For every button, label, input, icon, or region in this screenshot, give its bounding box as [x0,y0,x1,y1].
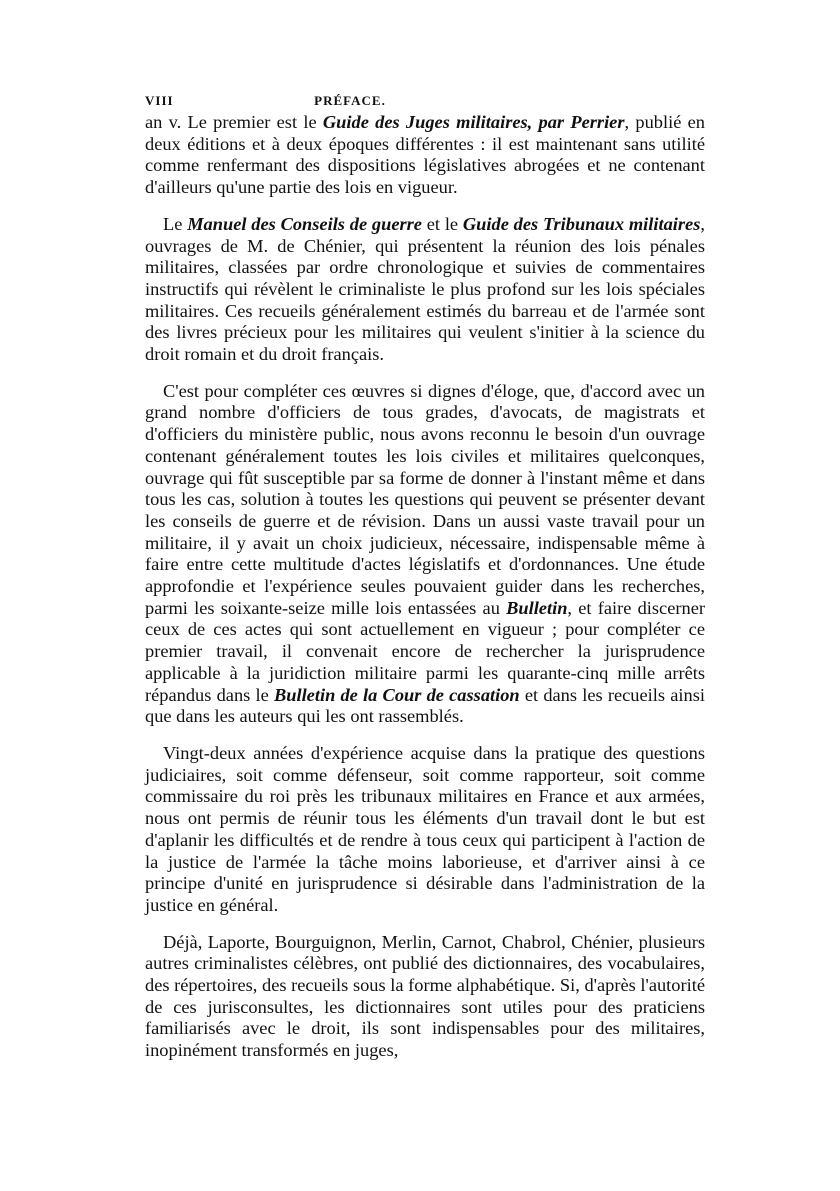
text-run: , ouvrages de M. de Chénier, qui présentent la réunion des lois pénales militaires, classées par ordre chronologique et suivies de commentaires instructifs qui révèlent le criminaliste le plus profond sur les lois spéciales militaires. Ces recueils généralement estimés du barreau et de l'armée sont des livres précieux pour les militaires qui veulent s'initier à la science du droit romain et du droit français. [145,213,705,365]
paragraph [145,112,705,199]
text-run: , publié en deux éditions et à deux époques différentes : il est maintenant sans utilité comme renfermant des dispositions législatives abrogées et ne contenant d'ailleurs qu'une partie des lois en vigueur. [145,112,705,198]
text-run: Déjà, Laporte, Bourguignon, Merlin, Carnot, Chabrol, Chénier, plusieurs autres criminalistes célèbres, ont publié des dictionnaires, des vocabulaires, des répertoires, des recueils sous la forme alphabétique. Si, d'après l'autorité de ces jurisconsultes, les dictionnaires sont utiles pour des praticiens familiarisés avec le droit, ils sont indispensables pour des militaires, inopinément transformés en juges, [145,931,705,1061]
text-run: et dans les recueils ainsi que dans les auteurs qui les ont rassemblés. [145,684,705,727]
body-text [145,112,705,1062]
italic-title: Guide des Tribunaux militaires [462,213,701,234]
text-run: Le [163,213,188,234]
text-run: C'est pour compléter ces œuvres si dignes d'éloge, que, d'accord avec un grand nombre d'officiers de tous grades, d'avocats, de magistrats et d'officiers du ministère public, nous avons reconnu le besoin d'un ouvrage contenant généralement toutes les lois civiles et militaires quelconques, ouvrage qui fût susceptible par sa forme de donner à l'instant même et dans tous les cas, solution à toutes les questions qui peuvent se présenter devant les conseils de guerre et de révision. Dans un aussi vaste travail pour un militaire, il y avait un choix judicieux, nécessaire, indispensable même à faire entre cette multitude d'actes législatifs et d'ordonnances. Une étude approfondie et l'expérience seules pouvaient guider dans les recherches, parmi les soixante-seize mille lois entassées au [145,380,705,618]
paragraph [145,381,705,728]
running-title: PRÉFACE. [314,93,386,108]
running-head [145,90,705,112]
italic-title: Manuel des Conseils de guerre [187,213,422,234]
text-run: et le [421,213,463,234]
text-run: , et faire discerner ceux de ces actes qui sont actuellement en vigueur ; pour compléter ce premier travail, il convenait encore de rechercher la jurisprudence applicable à la juridiction militaire parmi les quarante-cinq mille arrêts répandus dans le [145,597,705,705]
page-number: VIII [145,93,174,108]
italic-title: Bulletin [506,597,568,618]
paragraph [145,743,705,917]
text-run: Vingt-deux années d'expérience acquise dans la pratique des questions judiciaires, soit comme défenseur, soit comme rapporteur, soit comme commissaire du roi près les tribunaux militaires en France et aux armées, nous ont permis de réunir tous les éléments d'un travail dont le but est d'aplanir les difficultés et de rendre à tous ceux qui participent à l'action de la justice de l'armée la tâche moins laborieuse, et d'arriver ainsi à ce principe d'unité en jurisprudence si désirable dans l'administration de la justice en général. [145,742,705,915]
paragraph [145,214,705,366]
italic-title: Bulletin de la Cour de cassation [273,684,520,705]
book-page [145,90,705,1062]
text-run: an v. Le premier est le [145,112,323,132]
italic-title: Guide des Juges militaires, par Perrier [322,112,625,132]
paragraph [145,932,705,1062]
